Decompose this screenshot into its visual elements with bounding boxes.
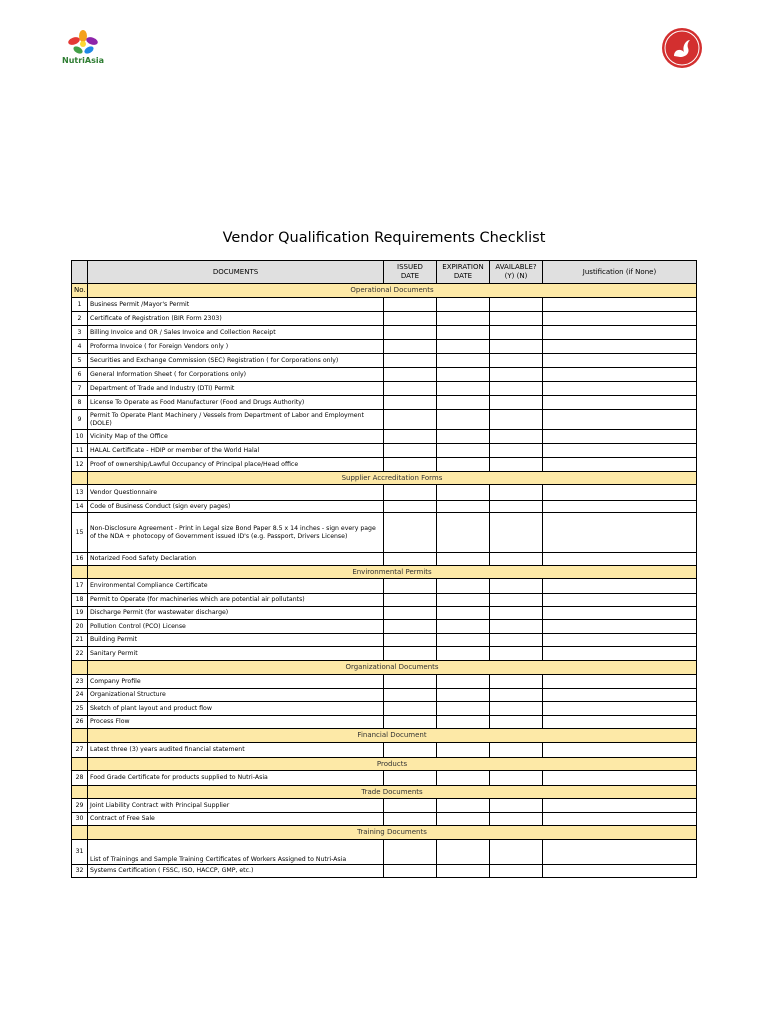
justification-cell[interactable] [543,799,697,813]
checklist-row [72,382,697,396]
available-cell[interactable] [490,594,543,607]
checklist-row [72,702,697,716]
document-name: Vicinity Map of the Office [88,430,384,444]
available-cell[interactable] [490,743,543,758]
checklist-row [72,312,697,326]
checklist-row [72,634,697,647]
justification-cell[interactable] [543,813,697,826]
section-no-label [72,826,88,840]
issued-date-cell[interactable] [384,607,437,620]
row-number: 25 [72,702,88,716]
document-name: Building Permit [88,634,384,647]
issued-date-cell[interactable] [384,675,437,689]
row-number: 17 [72,579,88,594]
document-name: Company Profile [88,675,384,689]
document-name: Contract of Free Sale [88,813,384,826]
row-number: 31 [72,840,88,865]
expiration-date-cell[interactable] [437,716,490,729]
document-name: List of Trainings and Sample Training Certificates of Workers Assigned to Nutri-Asia [88,840,384,865]
swan-logo-icon [660,26,704,70]
justification-cell[interactable] [543,312,697,326]
expiration-date-cell[interactable] [437,396,490,410]
checklist-row [72,840,697,865]
section-no-label [72,729,88,743]
justification-cell[interactable] [543,594,697,607]
section-title: Environmental Permits [88,566,697,579]
checklist-row [72,813,697,826]
issued-date-cell[interactable] [384,458,437,472]
section-header-row [72,826,697,840]
justification-cell[interactable] [543,340,697,354]
section-title: Products [88,758,697,771]
table-header-row [72,261,697,284]
expiration-date-cell[interactable] [437,458,490,472]
available-cell[interactable] [490,444,543,458]
issued-date-cell[interactable] [384,326,437,340]
justification-cell[interactable] [543,716,697,729]
document-name: Permit To Operate Plant Machinery / Vessels from Department of Labor and Employment (DOLE) [88,410,384,430]
issued-date-cell[interactable] [384,689,437,702]
document-name: Latest three (3) years audited financial statement [88,743,384,758]
expiration-date-cell[interactable] [437,368,490,382]
justification-cell[interactable] [543,298,697,312]
available-cell[interactable] [490,501,543,513]
available-cell[interactable] [490,485,543,501]
checklist-row [72,716,697,729]
row-number: 7 [72,382,88,396]
header-issued-line1: ISSUED [397,263,423,272]
row-number: 18 [72,594,88,607]
document-name: Certificate of Registration (BIR Form 2303) [88,312,384,326]
checklist-row [72,368,697,382]
issued-date-cell[interactable] [384,579,437,594]
document-name: Systems Certification ( FSSC, ISO, HACCP, GMP, etc.) [88,865,384,878]
checklist-row [72,675,697,689]
expiration-date-cell[interactable] [437,840,490,865]
justification-cell[interactable] [543,607,697,620]
document-name: Permit to Operate (for machineries which are potential air pollutants) [88,594,384,607]
row-number: 13 [72,485,88,501]
available-cell[interactable] [490,354,543,368]
document-name: Environmental Compliance Certificate [88,579,384,594]
issued-date-cell[interactable] [384,430,437,444]
checklist-row [72,354,697,368]
document-name: General Information Sheet ( for Corporations only) [88,368,384,382]
checklist-row [72,620,697,634]
checklist-row [72,647,697,661]
available-cell[interactable] [490,840,543,865]
justification-cell[interactable] [543,410,697,430]
available-cell[interactable] [490,813,543,826]
section-title: Supplier Accreditation Forms [88,472,697,485]
checklist-row [72,501,697,513]
checklist-row [72,513,697,553]
justification-cell[interactable] [543,702,697,716]
available-cell[interactable] [490,607,543,620]
section-title: Trade Documents [88,786,697,799]
available-cell[interactable] [490,326,543,340]
available-cell[interactable] [490,410,543,430]
available-cell[interactable] [490,430,543,444]
expiration-date-cell[interactable] [437,485,490,501]
expiration-date-cell[interactable] [437,340,490,354]
document-name: HALAL Certificate - HDIP or member of the World Halal [88,444,384,458]
expiration-date-cell[interactable] [437,579,490,594]
available-cell[interactable] [490,771,543,786]
row-number: 6 [72,368,88,382]
row-number: 11 [72,444,88,458]
issued-date-cell[interactable] [384,634,437,647]
header-issued-date [384,261,437,284]
document-name: Proforma Invoice ( for Foreign Vendors only ) [88,340,384,354]
checklist-row [72,396,697,410]
checklist-row [72,771,697,786]
available-cell[interactable] [490,716,543,729]
expiration-date-cell[interactable] [437,553,490,566]
checklist-row [72,444,697,458]
justification-cell[interactable] [543,513,697,553]
justification-cell[interactable] [543,647,697,661]
issued-date-cell[interactable] [384,368,437,382]
available-cell[interactable] [490,312,543,326]
expiration-date-cell[interactable] [437,513,490,553]
section-title: Organizational Documents [88,661,697,675]
section-header-row [72,758,697,771]
brand-name: NutriAsia [62,56,104,65]
available-cell[interactable] [490,382,543,396]
document-name: Pollution Control (PCO) License [88,620,384,634]
justification-cell[interactable] [543,485,697,501]
available-cell[interactable] [490,799,543,813]
expiration-date-cell[interactable] [437,647,490,661]
document-name: License To Operate as Food Manufacturer (Food and Drugs Authority) [88,396,384,410]
expiration-date-cell[interactable] [437,634,490,647]
issued-date-cell[interactable] [384,771,437,786]
issued-date-cell[interactable] [384,594,437,607]
section-no-label [72,786,88,799]
issued-date-cell[interactable] [384,354,437,368]
justification-cell[interactable] [543,501,697,513]
justification-cell[interactable] [543,368,697,382]
section-header-row [72,566,697,579]
justification-cell[interactable] [543,579,697,594]
expiration-date-cell[interactable] [437,743,490,758]
issued-date-cell[interactable] [384,620,437,634]
expiration-date-cell[interactable] [437,771,490,786]
section-no-label: No. [72,284,88,298]
section-header-row [72,661,697,675]
available-cell[interactable] [490,689,543,702]
document-name: Non-Disclosure Agreement - Print in Legal size Bond Paper 8.5 x 14 inches - sign every page of the NDA + photocopy of Government issued ID's (e.g. Passport, Drivers License) [88,513,384,553]
issued-date-cell[interactable] [384,382,437,396]
document-name: Process Flow [88,716,384,729]
expiration-date-cell[interactable] [437,594,490,607]
available-cell[interactable] [490,647,543,661]
justification-cell[interactable] [543,743,697,758]
document-name: Notarized Food Safety Declaration [88,553,384,566]
row-number: 20 [72,620,88,634]
section-header-row [72,786,697,799]
justification-cell[interactable] [543,382,697,396]
expiration-date-cell[interactable] [437,689,490,702]
available-cell[interactable] [490,368,543,382]
section-no-label [72,758,88,771]
section-title: Training Documents [88,826,697,840]
header-expiration-line1: EXPIRATION [442,263,484,272]
issued-date-cell[interactable] [384,813,437,826]
document-name: Discharge Permit (for wastewater discharge) [88,607,384,620]
issued-date-cell[interactable] [384,799,437,813]
issued-date-cell[interactable] [384,865,437,878]
justification-cell[interactable] [543,620,697,634]
flower-logo-icon [58,28,108,58]
row-number: 19 [72,607,88,620]
document-name: Securities and Exchange Commission (SEC) Registration ( for Corporations only) [88,354,384,368]
issued-date-cell[interactable] [384,485,437,501]
expiration-date-cell[interactable] [437,799,490,813]
available-cell[interactable] [490,579,543,594]
justification-cell[interactable] [543,553,697,566]
expiration-date-cell[interactable] [437,865,490,878]
justification-cell[interactable] [543,865,697,878]
issued-date-cell[interactable] [384,312,437,326]
available-cell[interactable] [490,513,543,553]
checklist-row [72,430,697,444]
document-name: Food Grade Certificate for products supplied to Nutri-Asia [88,771,384,786]
document-name: Organizational Structure [88,689,384,702]
issued-date-cell[interactable] [384,702,437,716]
checklist-row [72,340,697,354]
section-title: Operational Documents [88,284,697,298]
expiration-date-cell[interactable] [437,702,490,716]
checklist-row [72,410,697,430]
checklist-row [72,298,697,312]
row-number: 14 [72,501,88,513]
expiration-date-cell[interactable] [437,298,490,312]
justification-cell[interactable] [543,444,697,458]
justification-cell[interactable] [543,458,697,472]
justification-cell[interactable] [543,326,697,340]
justification-cell[interactable] [543,675,697,689]
issued-date-cell[interactable] [384,340,437,354]
checklist-row [72,326,697,340]
row-number: 2 [72,312,88,326]
header-expiration-line2: DATE [453,272,473,280]
expiration-date-cell[interactable] [437,620,490,634]
checklist-body [72,284,697,878]
row-number: 27 [72,743,88,758]
issued-date-cell[interactable] [384,410,437,430]
available-cell[interactable] [490,340,543,354]
row-number: 5 [72,354,88,368]
expiration-date-cell[interactable] [437,430,490,444]
document-name: Proof of ownership/Lawful Occupancy of Principal place/Head office [88,458,384,472]
row-number: 24 [72,689,88,702]
available-cell[interactable] [490,675,543,689]
row-number: 4 [72,340,88,354]
issued-date-cell[interactable] [384,444,437,458]
available-cell[interactable] [490,458,543,472]
issued-date-cell[interactable] [384,553,437,566]
issued-date-cell[interactable] [384,513,437,553]
header-expiration-date [437,261,490,284]
justification-cell[interactable] [543,771,697,786]
checklist-row [72,607,697,620]
issued-date-cell[interactable] [384,840,437,865]
section-no-label [72,661,88,675]
expiration-date-cell[interactable] [437,354,490,368]
page-title: Vendor Qualification Requirements Checklist [222,230,546,246]
row-number: 12 [72,458,88,472]
justification-cell[interactable] [543,430,697,444]
row-number: 32 [72,865,88,878]
expiration-date-cell[interactable] [437,501,490,513]
row-number: 26 [72,716,88,729]
issued-date-cell[interactable] [384,743,437,758]
document-name: Sketch of plant layout and product flow [88,702,384,716]
header-available [490,261,543,284]
checklist-row [72,743,697,758]
expiration-date-cell[interactable] [437,675,490,689]
available-cell[interactable] [490,620,543,634]
header-justification: Justification (if None) [543,261,697,284]
section-header-row [72,284,697,298]
document-name: Business Permit /Mayor's Permit [88,298,384,312]
row-number: 1 [72,298,88,312]
available-cell[interactable] [490,396,543,410]
header-available-line2: (Y) (N) [504,272,528,280]
issued-date-cell[interactable] [384,501,437,513]
checklist-row [72,579,697,594]
row-number: 28 [72,771,88,786]
expiration-date-cell[interactable] [437,312,490,326]
row-number: 23 [72,675,88,689]
header-documents: DOCUMENTS [88,261,384,284]
header-issued-line2: DATE [400,272,420,280]
available-cell[interactable] [490,553,543,566]
justification-cell[interactable] [543,634,697,647]
row-number: 9 [72,410,88,430]
section-header-row [72,472,697,485]
checklist-row [72,485,697,501]
expiration-date-cell[interactable] [437,444,490,458]
available-cell[interactable] [490,298,543,312]
row-number: 3 [72,326,88,340]
checklist-row [72,553,697,566]
issued-date-cell[interactable] [384,298,437,312]
checklist-row [72,594,697,607]
issued-date-cell[interactable] [384,647,437,661]
checklist-row [72,865,697,878]
nutriasia-logo [58,28,108,68]
expiration-date-cell[interactable] [437,382,490,396]
document-name: Sanitary Permit [88,647,384,661]
document-name: Joint Liability Contract with Principal Supplier [88,799,384,813]
document-name: Department of Trade and Industry (DTI) Permit [88,382,384,396]
document-name: Billing Invoice and OR / Sales Invoice and Collection Receipt [88,326,384,340]
section-no-label [72,472,88,485]
expiration-date-cell[interactable] [437,607,490,620]
checklist-row [72,458,697,472]
row-number: 29 [72,799,88,813]
header-available-line1: AVAILABLE? [495,263,537,272]
justification-cell[interactable] [543,689,697,702]
row-number: 21 [72,634,88,647]
row-number: 15 [72,513,88,553]
row-number: 22 [72,647,88,661]
section-no-label [72,566,88,579]
header-no [72,261,88,284]
section-header-row [72,729,697,743]
document-name: Vendor Questionnaire [88,485,384,501]
available-cell[interactable] [490,702,543,716]
available-cell[interactable] [490,865,543,878]
issued-date-cell[interactable] [384,716,437,729]
row-number: 8 [72,396,88,410]
available-cell[interactable] [490,634,543,647]
row-number: 16 [72,553,88,566]
row-number: 10 [72,430,88,444]
expiration-date-cell[interactable] [437,410,490,430]
checklist-row [72,799,697,813]
section-title: Financial Document [88,729,697,743]
expiration-date-cell[interactable] [437,813,490,826]
issued-date-cell[interactable] [384,396,437,410]
document-name: Code of Business Conduct (sign every pages) [88,501,384,513]
row-number: 30 [72,813,88,826]
checklist-row [72,689,697,702]
justification-cell[interactable] [543,840,697,865]
checklist-table [71,260,697,878]
justification-cell[interactable] [543,396,697,410]
swan-logo [660,26,704,70]
expiration-date-cell[interactable] [437,326,490,340]
justification-cell[interactable] [543,354,697,368]
